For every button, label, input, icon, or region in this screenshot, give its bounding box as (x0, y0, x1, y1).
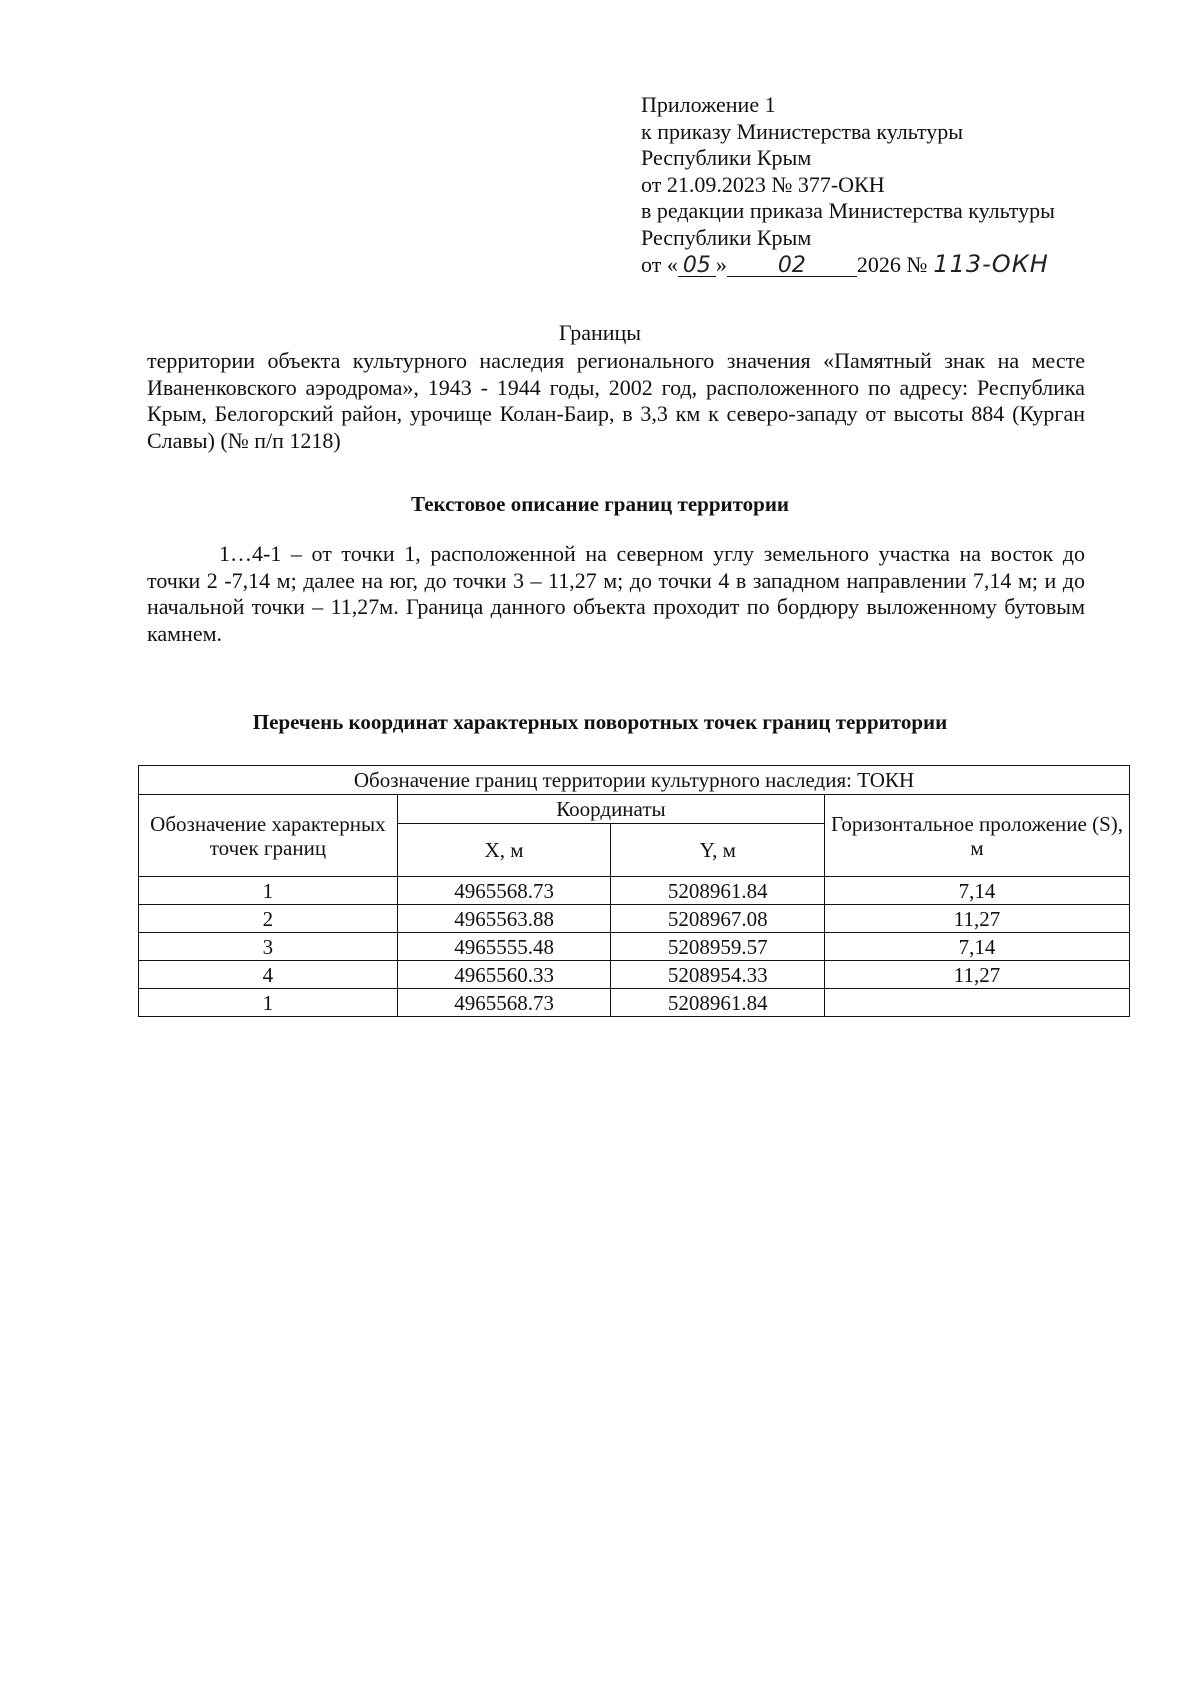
table-row (139, 905, 1130, 933)
cell-y: 5208954.33 (611, 961, 825, 989)
document-title: Границы (558, 320, 642, 345)
coordinates-table (138, 765, 1130, 1017)
cell-point: 4 (139, 961, 398, 989)
cell-point: 3 (139, 933, 398, 961)
cell-y: 5208959.57 (611, 933, 825, 961)
cell-distance: 7,14 (825, 877, 1130, 905)
table-row (139, 989, 1130, 1017)
cell-y: 5208967.08 (611, 905, 825, 933)
text-description-body: 1…4-1 – от точки 1, расположенной на северном углу земельного участка на восток до точки 2 -7,14 м; далее на юг, до точки 3 – 11,27 м; до точки 4 в западном направлении 7,14 м; и до начальной точки – 11,27м. Граница данного объекта проходит по бордюру выложенному бутовым камнем. (147, 541, 1085, 646)
cell-x: 4965555.48 (397, 933, 611, 961)
table-row (139, 961, 1130, 989)
cell-point: 1 (139, 989, 398, 1017)
date-year: 2026 № (856, 252, 928, 277)
cell-x: 4965568.73 (397, 877, 611, 905)
document-subtitle: территории объекта культурного наследия регионального значения «Памятный знак на месте Иваненковского аэродрома», 1943 - 1944 годы, 2002 год, расположенного по адресу: Республика Крым, Белогорский район, урочище Колан-Баир, в 3,3 км к северо-западу от высоты 884 (Курган Славы) (№ п/п 1218) (147, 348, 1085, 453)
cell-y: 5208961.84 (611, 989, 825, 1017)
header-line: к приказу Министерства культуры (641, 118, 964, 144)
col-point-header: Обозначение характерных точек границ (139, 795, 398, 877)
header-line: от 21.09.2023 № 377-ОКН (641, 171, 885, 197)
cell-distance: 7,14 (825, 933, 1130, 961)
cell-distance: 11,27 (825, 961, 1130, 989)
table-row (139, 933, 1130, 961)
table-row (139, 877, 1130, 905)
coordinates-heading: Перечень координат характерных поворотных точек границ территории (252, 710, 948, 734)
table-title: Обозначение границ территории культурного наследия: ТОКН (139, 766, 1130, 795)
date-prefix: от « (641, 252, 678, 277)
col-coords-header: Координаты (397, 795, 824, 824)
col-y-header: Y, м (611, 824, 825, 877)
cell-x: 4965560.33 (397, 961, 611, 989)
cell-point: 1 (139, 877, 398, 905)
handwritten-order-number: 113-ОКН (933, 250, 1049, 278)
header-line: Республики Крым (641, 145, 812, 170)
header-line: в редакции приказа Министерства культуры (641, 198, 1055, 223)
cell-x: 4965563.88 (397, 905, 611, 933)
cell-point: 2 (139, 905, 398, 933)
cell-distance (825, 989, 1130, 1017)
text-description-heading: Текстовое описание границ территории (410, 492, 790, 516)
handwritten-month: 02 (727, 256, 857, 277)
cell-y: 5208961.84 (611, 877, 825, 905)
header-line: Республики Крым (641, 224, 812, 250)
cell-x: 4965568.73 (397, 989, 611, 1017)
col-distance-header: Горизонтальное проложение (S), м (825, 795, 1130, 877)
handwritten-day: 05 (678, 256, 716, 277)
appendix-header (641, 92, 1161, 279)
col-x-header: X, м (397, 824, 611, 877)
cell-distance: 11,27 (825, 905, 1130, 933)
header-line: Приложение 1 (641, 92, 776, 117)
order-date-line (641, 252, 1049, 277)
date-mid: » (715, 252, 727, 277)
